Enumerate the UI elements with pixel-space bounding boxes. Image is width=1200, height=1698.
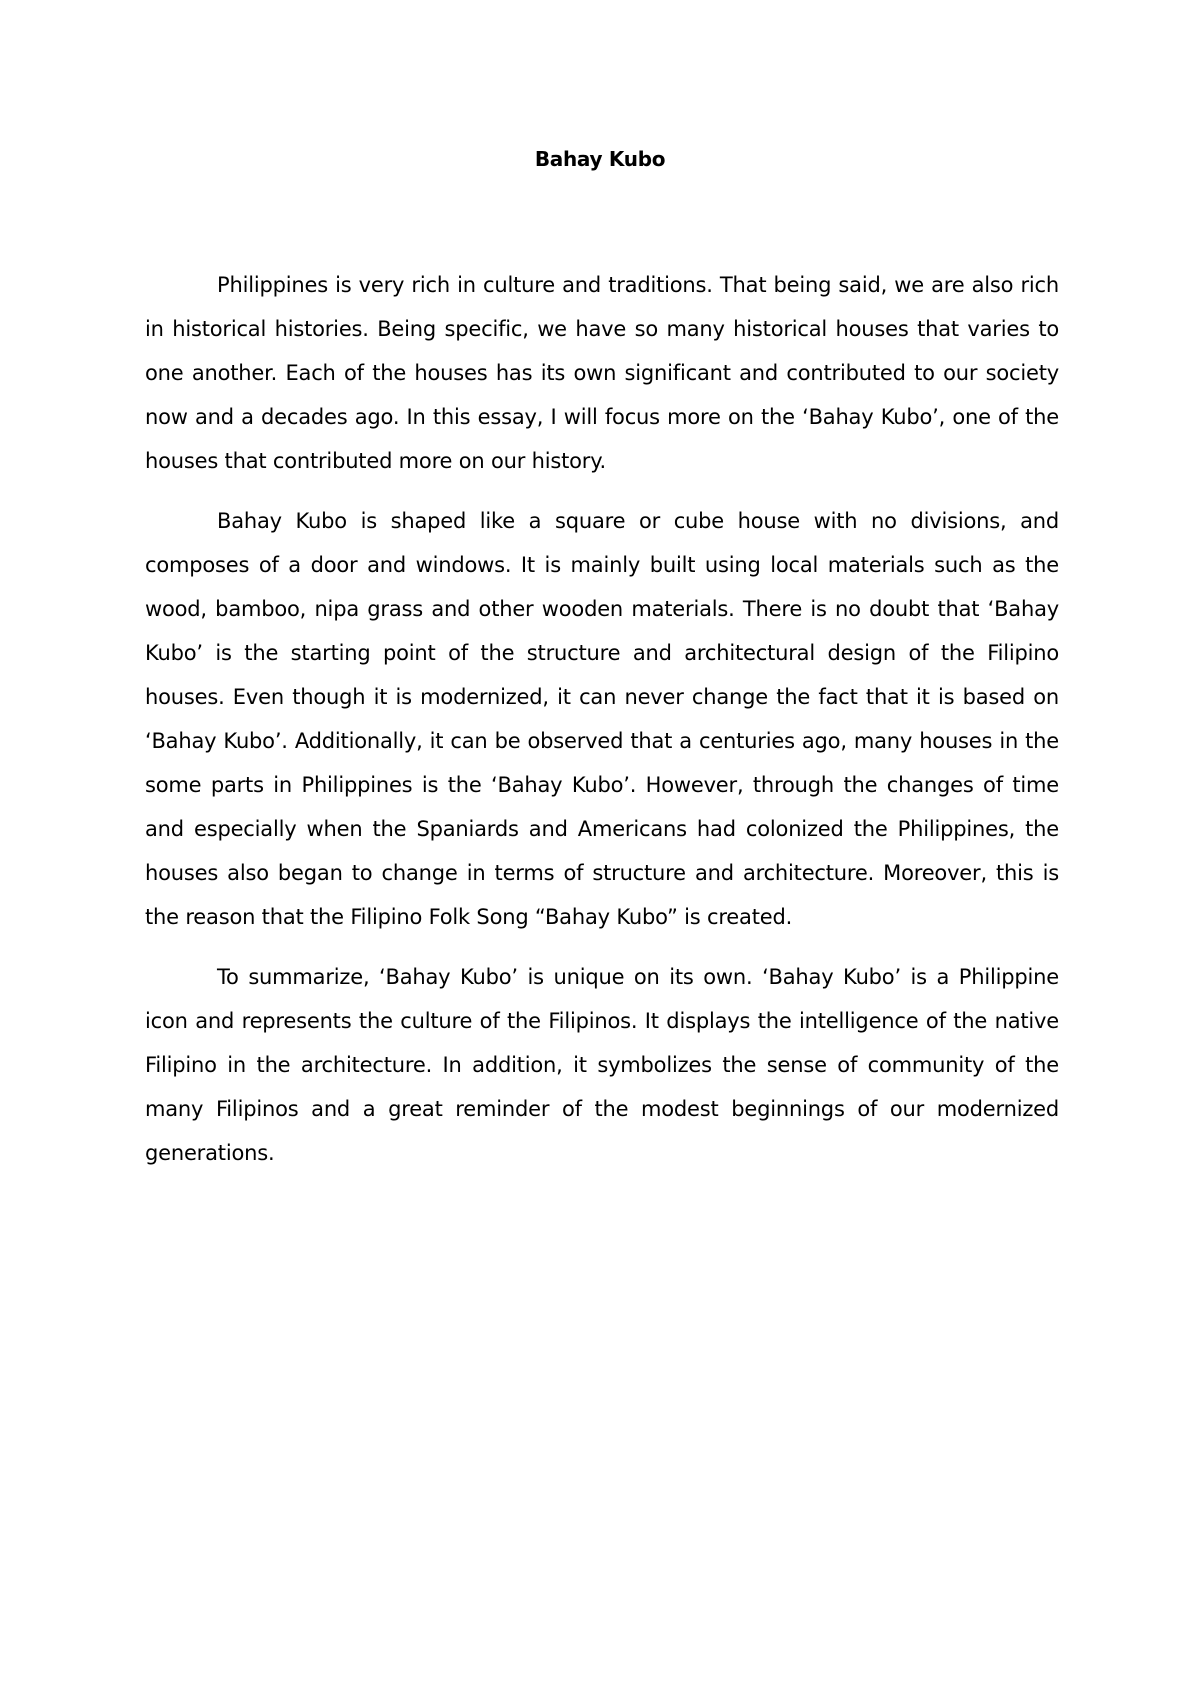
paragraph-2: Bahay Kubo is shaped like a square or cube house with no divisions, and composes of a door and windows. It is mainly built using local materials such as the wood, bamboo, nipa grass and other wooden materials. There is no doubt that ‘Bahay Kubo’ is the starting point of the structure and architectural design of the Filipino houses. Even though it is modernized, it can never change the fact that it is based on ‘Bahay Kubo’. Additionally, it can be observed that a centuries ago, many houses in the some parts in Philippines is the ‘Bahay Kubo’. However, through the changes of time and especially when the Spaniards and Americans had colonized the Philippines, the houses also began to change in terms of structure and architecture. Moreover, this is the reason that the Filipino Folk Song “Bahay Kubo” is created. bbox=[145, 509, 1059, 929]
document-body bbox=[145, 263, 1059, 1191]
paragraph-1: Philippines is very rich in culture and traditions. That being said, we are also rich in historical histories. Being specific, we have so many historical houses that varies to one another. Each of the houses has its own significant and contributed to our society now and a decades ago. In this essay, I will focus more on the ‘Bahay Kubo’, one of the houses that contributed more on our history. bbox=[145, 273, 1059, 473]
document-title: Bahay Kubo bbox=[534, 147, 666, 171]
paragraph-3: To summarize, ‘Bahay Kubo’ is unique on its own. ‘Bahay Kubo’ is a Philippine icon and represents the culture of the Filipinos. It displays the intelligence of the native Filipino in the architecture. In addition, it symbolizes the sense of community of the many Filipinos and a great reminder of the modest beginnings of our modernized generations. bbox=[145, 965, 1059, 1165]
